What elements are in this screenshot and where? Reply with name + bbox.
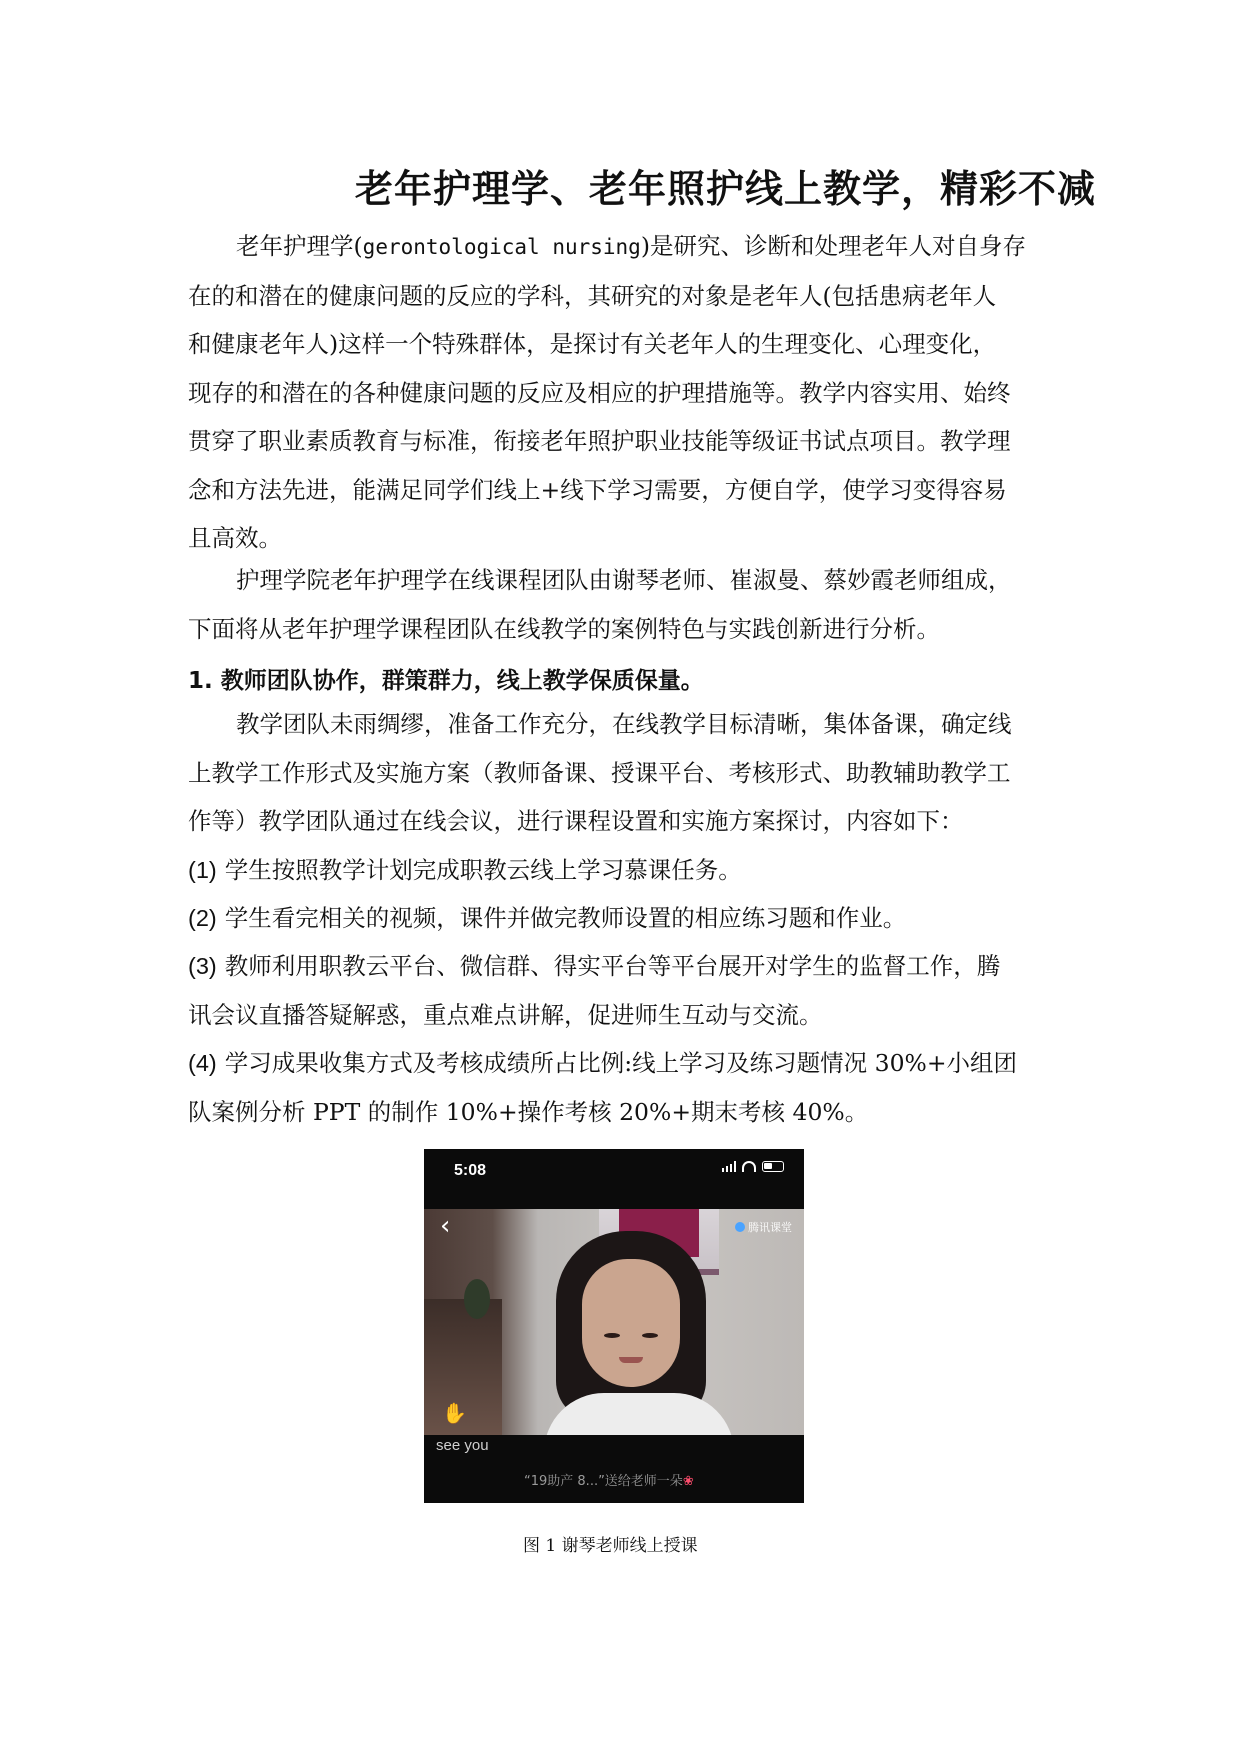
intro-line-3: 和健康老年人)这样一个特殊群体，是探讨有关老年人的生理变化、心理变化，: [188, 330, 997, 358]
brand-logo-icon: [735, 1222, 745, 1232]
raise-hand-icon[interactable]: ✋: [442, 1401, 467, 1425]
team-line-1: 护理学院老年护理学在线课程团队由谢琴老师、崔淑曼、蔡妙霞老师组成，: [236, 566, 1012, 594]
page-title: 老年护理学、老年照护线上教学，精彩不减: [355, 166, 1097, 211]
intro-line-1: 老年护理学(gerontological nursing)是研究、诊断和处理老年人对自身存: [236, 232, 1026, 260]
figure-caption: 图 1 谢琴老师线上授课: [523, 1536, 698, 1556]
app-brand: 腾讯课堂: [735, 1219, 792, 1235]
intro-line-2: 在的和潜在的健康问题的反应的学科，其研究的对象是老年人(包括患病老年人: [188, 281, 997, 310]
section-heading: 1. 教师团队协作，群策群力，线上教学保质保量。: [188, 668, 704, 694]
plant: [464, 1279, 490, 1319]
status-bar: [424, 1149, 804, 1191]
list-item: (4) 学习成果收集方式及考核成绩所占比例:线上学习及练习题情况 30%+小组团 队案例分析 PPT 的制作 10%+操作考核 20%+期末考核 40%。: [188, 1049, 1018, 1126]
teacher-figure: [544, 1231, 734, 1435]
intro-paragraph: [188, 222, 1048, 563]
wifi-icon: [742, 1161, 756, 1172]
intro-line-4: 现存的和潜在的各种健康问题的反应及相应的护理措施等。教学内容实用、始终: [188, 378, 1011, 407]
list-item: (2) 学生看完相关的视频，课件并做完教师设置的相应练习题和作业。: [188, 904, 907, 932]
status-time: 5:08: [454, 1162, 487, 1179]
flower-icon: ❀: [682, 1474, 694, 1489]
section-body: [188, 700, 1048, 846]
intro-line-6: 念和方法先进，能满足同学们线上+线下学习需要，方便自学，使学习变得容易: [188, 475, 1007, 504]
list-item: (3) 教师利用职教云平台、微信群、得实平台等平台展开对学生的监督工作，腾 讯会议直播答疑解惑，重点难点讲解，促进师生互动与交流。: [188, 952, 1001, 1029]
section-line-1: 教学团队未雨绸缪，准备工作充分，在线教学目标清晰，集体备课，确定线: [236, 710, 1012, 738]
section-line-3: 作等）教学团队通过在线会议，进行课程设置和实施方案探讨，内容如下：: [188, 807, 964, 835]
intro-line-7: 且高效。: [188, 524, 282, 552]
list-item: (1) 学生按照教学计划完成职教云线上学习慕课任务。: [188, 856, 742, 884]
chat-message: see you: [436, 1437, 489, 1454]
section-line-2: 上教学工作形式及实施方案（教师备课、授课平台、考核形式、助教辅助教学工: [188, 758, 1011, 787]
gift-notice: “19助产 8...”送给老师一朵❀: [524, 1474, 694, 1489]
intro-line-5: 贯穿了职业素质教育与标准，衔接老年照护职业技能等级证书试点项目。教学理: [188, 427, 1011, 455]
team-line-2: 下面将从老年护理学课程团队在线教学的案例特色与实践创新进行分析。: [188, 614, 940, 643]
latin-term: gerontological nursing: [362, 235, 641, 259]
battery-icon: [762, 1161, 784, 1172]
back-icon[interactable]: ‹: [440, 1211, 451, 1241]
figure-phone-screenshot: [424, 1149, 804, 1503]
team-paragraph: [188, 556, 1048, 653]
video-frame: [424, 1209, 804, 1435]
signal-icon: [722, 1161, 736, 1172]
